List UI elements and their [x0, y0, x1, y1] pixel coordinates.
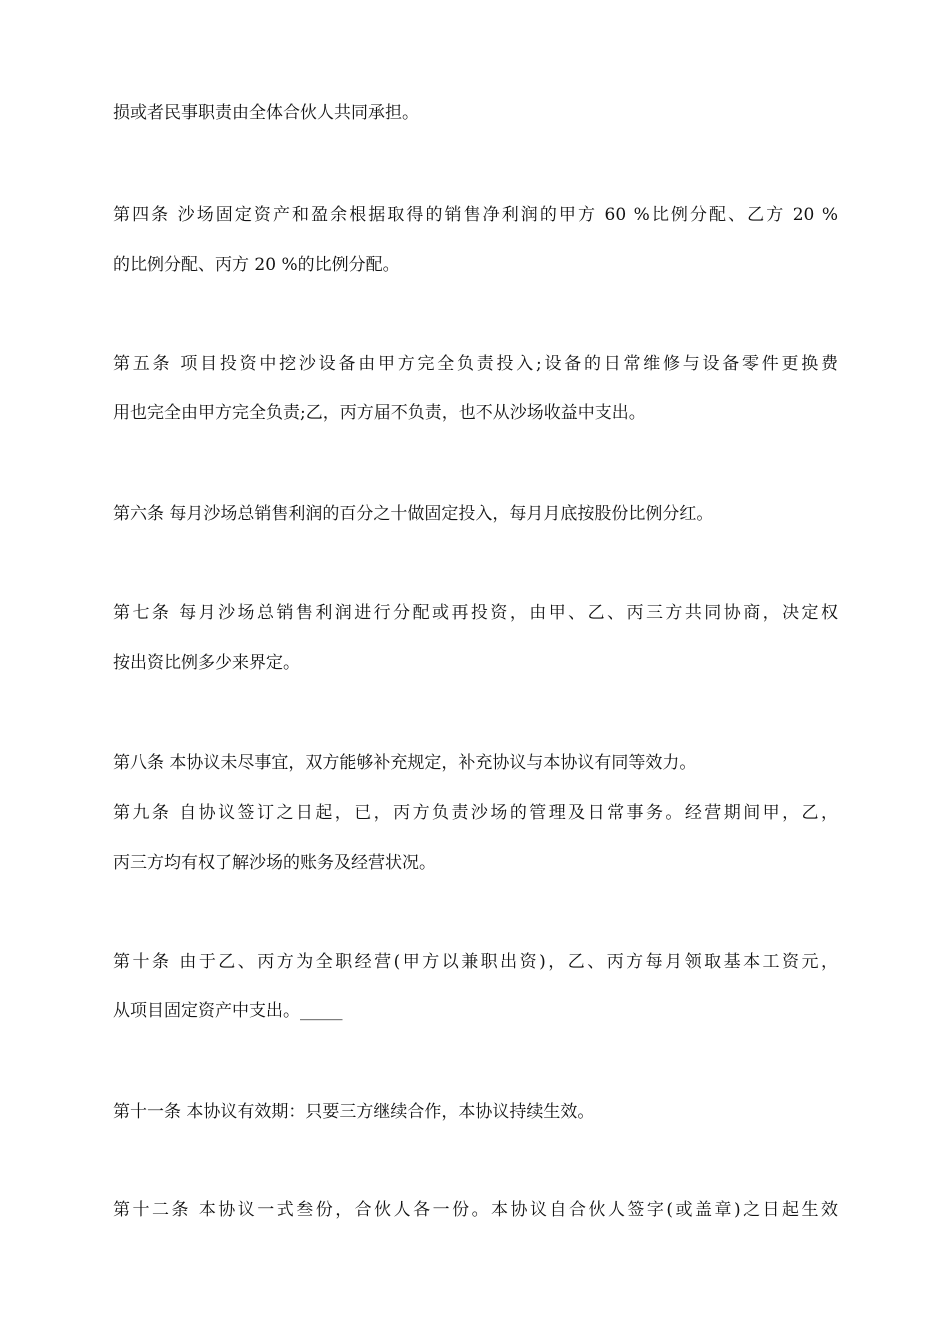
- text-line-7: 第七条 每月沙场总销售利润进行分配或再投资，由甲、乙、丙三方共同协商，决定权: [113, 603, 838, 623]
- text-line-8: 按出资比例多少来界定。: [113, 653, 300, 673]
- text-line-4: 第五条 项目投资中挖沙设备由甲方完全负责投入;设备的日常维修与设备零件更换费: [113, 354, 838, 374]
- text-line-15: 第十二条 本协议一式叁份，合伙人各一份。本协议自合伙人签字(或盖章)之日起生效: [113, 1200, 838, 1220]
- text-line-5: 用也完全由甲方完全负责;乙，丙方届不负责，也不从沙场收益中支出。: [113, 403, 646, 423]
- text-line-6: 第六条 每月沙场总销售利润的百分之十做固定投入，每月月底按股份比例分红。: [113, 504, 714, 524]
- text-line-9: 第八条 本协议未尽事宜，双方能够补充规定，补充协议与本协议有同等效力。: [113, 753, 697, 773]
- text-line-3: 的比例分配、丙方 20 %的比例分配。: [113, 255, 400, 275]
- text-line-11: 丙三方均有权了解沙场的账务及经营状况。: [113, 853, 436, 873]
- text-line-2: 第四条 沙场固定资产和盈余根据取得的销售净利润的甲方 60 %比例分配、乙方 20 %: [113, 205, 838, 225]
- text-line-10: 第九条 自协议签订之日起，已，丙方负责沙场的管理及日常事务。经营期间甲，乙，: [113, 803, 838, 823]
- text-line-12: 第十条 由于乙、丙方为全职经营(甲方以兼职出资)，乙、丙方每月领取基本工资元，: [113, 952, 838, 972]
- text-line-1: 损或者民事职责由全体合伙人共同承担。: [113, 103, 419, 123]
- text-line-13: 从项目固定资产中支出。_____: [113, 1001, 343, 1021]
- text-line-14: 第十一条 本协议有效期：只要三方继续合作，本协议持续生效。: [113, 1102, 595, 1122]
